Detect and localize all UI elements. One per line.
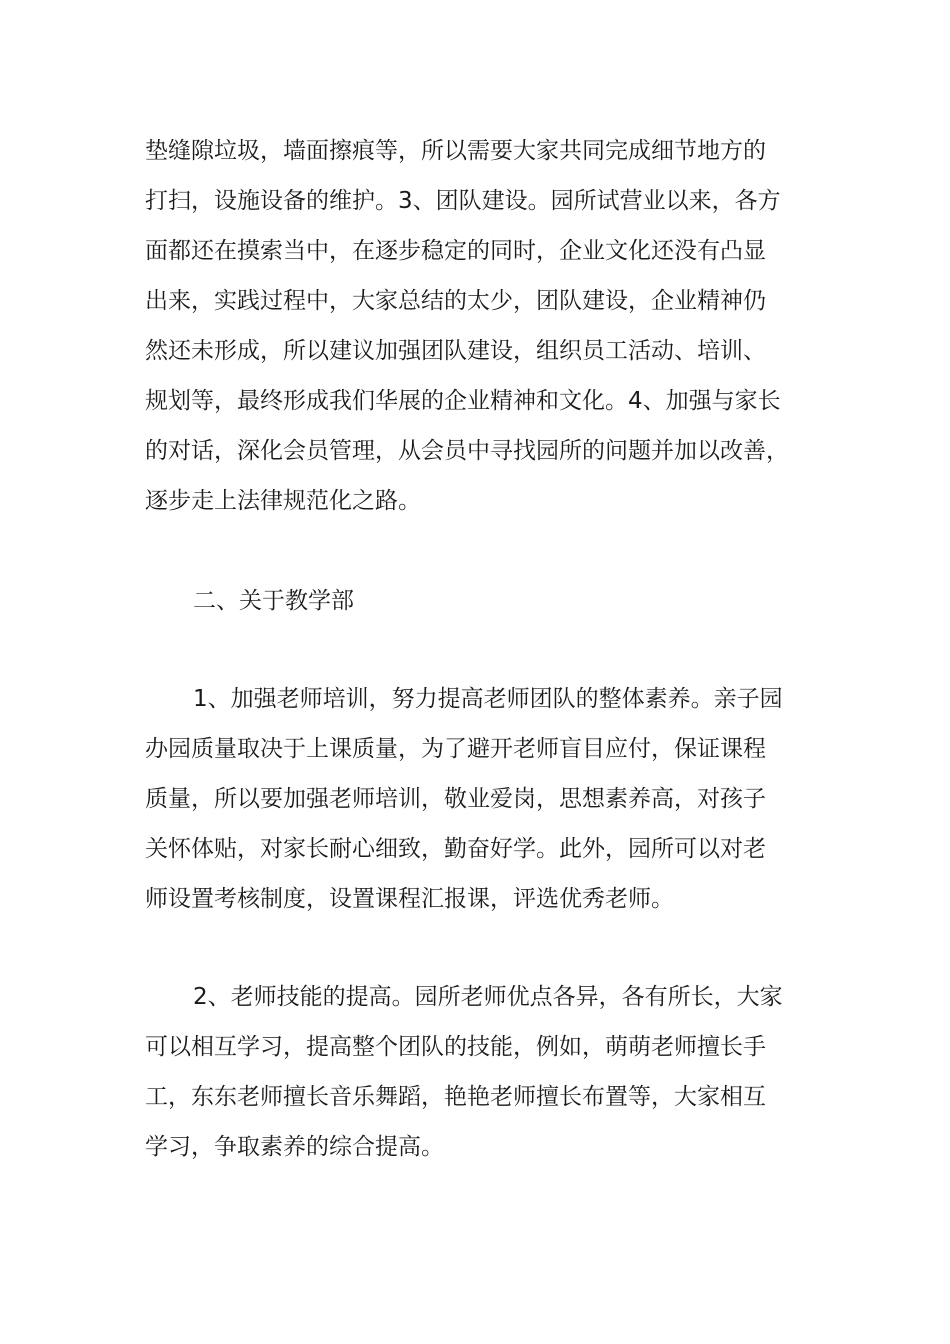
paragraph-line: 的对话，深化会员管理，从会员中寻找园所的问题并加以改善， [145, 438, 789, 464]
paragraph-line: 规划等，最终形成我们华展的企业精神和文化。4、加强与家长 [145, 388, 781, 414]
paragraph-line: 2、老师技能的提高。园所老师优点各异，各有所长，大家 [193, 984, 783, 1010]
paragraph-line: 关怀体贴，对家长耐心细致，勤奋好学。此外，园所可以对老 [145, 836, 766, 862]
paragraph-line: 出来，实践过程中，大家总结的太少，团队建设，企业精神仍 [145, 288, 766, 314]
paragraph-line: 可以相互学习，提高整个团队的技能，例如，萌萌老师擅长手 [145, 1034, 766, 1060]
paragraph-line: 质量，所以要加强老师培训，敬业爱岗，思想素养高，对孩子 [145, 786, 766, 812]
paragraph-line: 逐步走上法律规范化之路。 [145, 488, 421, 514]
paragraph-line: 办园质量取决于上课质量，为了避开老师盲目应付，保证课程 [145, 736, 766, 762]
paragraph-line: 打扫，设施设备的维护。3、团队建设。园所试营业以来，各方 [145, 188, 781, 214]
paragraph-line: 师设置考核制度，设置课程汇报课，评选优秀老师。 [145, 886, 674, 912]
paragraph-line: 工，东东老师擅长音乐舞蹈，艳艳老师擅长布置等，大家相互 [145, 1084, 766, 1110]
section-heading: 二、关于教学部 [193, 588, 354, 614]
paragraph-line: 面都还在摸索当中，在逐步稳定的同时，企业文化还没有凸显 [145, 238, 766, 264]
paragraph-line: 然还未形成，所以建议加强团队建设，组织员工活动、培训、 [145, 338, 766, 364]
paragraph-line: 1、加强老师培训，努力提高老师团队的整体素养。亲子园 [193, 686, 783, 712]
paragraph-line: 垫缝隙垃圾，墙面擦痕等，所以需要大家共同完成细节地方的 [145, 138, 766, 164]
paragraph-line: 学习，争取素养的综合提高。 [145, 1134, 444, 1160]
